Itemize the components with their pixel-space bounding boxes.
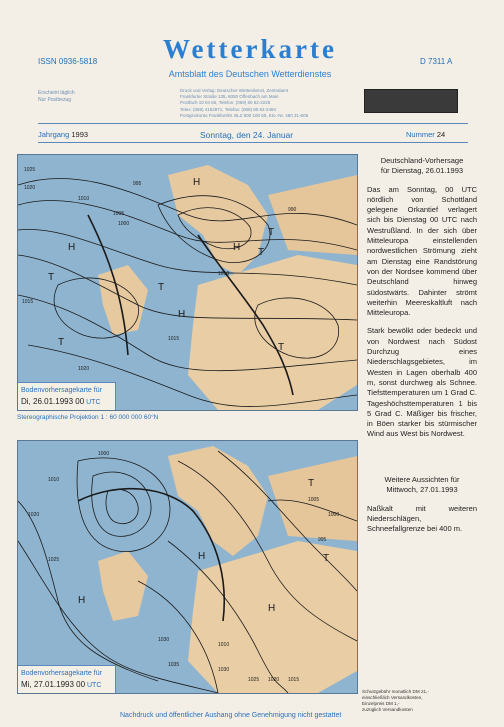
edition-code: D 7311 A: [420, 57, 453, 66]
isobar-label: 1000: [328, 512, 340, 518]
isobar-label: 1005: [308, 497, 320, 503]
isobar-label: 1010: [78, 196, 90, 202]
publisher-line: Telex: (069) 4152871, Telefax: (069) 80 62-2484: [180, 106, 276, 112]
isobar-label: 1000: [98, 451, 110, 457]
publisher-line: Druck und Verlag: Deutscher Wetterdienst, Zentralamt: [180, 88, 288, 93]
divider: [38, 142, 468, 143]
forecast-text: [367, 156, 477, 440]
nummer-label: Nummer: [406, 130, 435, 139]
page-title: Wetterkarte: [163, 34, 337, 64]
low-marker: T: [323, 553, 330, 564]
outlook-paragraph: Naßkalt mit weiteren Niederschlägen, Schneefallgrenze bei 400 m.: [367, 503, 477, 534]
low-marker: H: [233, 242, 241, 253]
isobar-label: 990: [288, 207, 297, 213]
low-marker: T: [58, 337, 65, 348]
legend-title: Bodenvorhersagekarte für: [21, 387, 102, 394]
legend-utc: UTC: [86, 399, 101, 406]
isobar-label: 995: [133, 181, 142, 187]
legend-date: Mi, 27.01.1993 00: [21, 680, 86, 689]
issn-number: ISSN 0936-5818: [38, 57, 98, 66]
isobar-label: 1000: [118, 221, 130, 227]
isobar-label: 1015: [22, 299, 34, 305]
issue-number: [406, 130, 445, 139]
high-marker: H: [68, 242, 76, 253]
isobar-label: 1010: [218, 271, 230, 277]
publisher-line: Postfach 10 04 65, Telefon: (069) 80 62-2225: [180, 100, 271, 106]
forecast-map-wednesday: [17, 440, 358, 694]
legend-title: Bodenvorhersagekarte für: [21, 670, 102, 677]
legend-date: Di, 26.01.1993 00: [21, 397, 85, 406]
map-legend: [18, 665, 116, 693]
high-marker: H: [198, 551, 206, 562]
land-scandinavia: [168, 446, 268, 556]
outlook-heading: Weitere Aussichten für: [384, 475, 460, 484]
legend-utc: UTC: [87, 682, 102, 689]
isobar-label: 1025: [24, 167, 36, 173]
forecast-heading: für Dienstag, 26.01.1993: [380, 166, 464, 176]
isobar-label: 1030: [158, 637, 170, 643]
forecast-paragraph: Stark bewölkt oder bedeckt und von Nordwest nach Südost Durchzug eines Niederschlagsgebietes, im Westen in Lagen oberhalb 400 m, sonst durchweg als Schnee. Tiefsttemperaturen um 1 Grad C. Tageshöchsttemperaturen 1 bis 5 Grad C. Mäßiger bis frischer, in Böen starker bis stürmischer Wind aus West bis Nordwest.: [367, 326, 477, 439]
isobar-label: 1005: [113, 211, 125, 217]
outlook-text: [367, 475, 477, 534]
copyright-footer: Nachdruck und öffentlicher Aushang ohne Genehmigung nicht gestattet: [120, 712, 342, 719]
low-marker: T: [158, 282, 165, 293]
high-marker: H: [78, 595, 86, 606]
land-europe: [188, 255, 357, 410]
forecast-heading: Deutschland-Vorhersage: [380, 156, 464, 165]
isobar-label: 1020: [28, 512, 40, 518]
publisher-line: Frankfurter Straße 135, 6050 Offenbach am Main: [180, 94, 279, 100]
isobar-label: 1025: [48, 557, 60, 563]
map-drawing: [18, 441, 357, 693]
low-marker: T: [268, 227, 275, 238]
address-stamp: [364, 89, 458, 113]
price-line: zuzüglich Versandkosten: [362, 707, 413, 712]
isobar-label: 995: [318, 537, 327, 543]
projection-note: Stereographische Projektion 1 : 60 000 000 60°N: [17, 414, 159, 421]
divider: [38, 123, 468, 124]
isobar-label: 1025: [248, 677, 260, 683]
isobar-label: 1010: [48, 477, 60, 483]
price-note: [362, 689, 429, 713]
jahrgang-label: Jahrgang: [38, 130, 70, 139]
isobar-label: 1020: [24, 185, 36, 191]
low-marker: T: [258, 247, 265, 258]
isobar-label: 1030: [218, 667, 230, 673]
publisher-line: Postgirokonto Frankfurt/M. BLZ 500 100 60, Kto.-Nr. 480 31-606: [180, 112, 309, 118]
isobar-label: 1035: [168, 662, 180, 668]
land-europe: [188, 541, 357, 693]
isobar-label: 1020: [268, 677, 280, 683]
isobar-label: 1020: [78, 366, 90, 372]
forecast-map-tuesday: [17, 154, 358, 411]
land-british-isles: [98, 551, 148, 621]
low-marker: T: [48, 272, 55, 283]
note-line: Nur Postbezug: [38, 97, 72, 103]
price-line: Einzelpreis DM 1,-: [362, 701, 400, 706]
high-marker: H: [178, 309, 186, 320]
volume-info: [38, 130, 88, 139]
nummer-value: 24: [436, 130, 446, 139]
isobar-label: 1015: [168, 336, 180, 342]
issue-date: Sonntag, den 24. Januar: [200, 130, 294, 140]
land-russia: [268, 175, 357, 255]
note-line: Erscheint täglich: [38, 90, 75, 96]
price-line: Schutzgebühr monatlich DM 21,-: [362, 689, 429, 694]
isobar-label: 1010: [218, 642, 230, 648]
high-marker: H: [268, 603, 276, 614]
map-drawing: [18, 155, 357, 410]
high-marker: T: [278, 342, 285, 353]
jahrgang-value: 1993: [71, 130, 89, 139]
forecast-paragraph: Das am Sonntag, 00 UTC nördlich von Schottland gelegene Orkantief verlagert sich bis Dienstag 00 UTC nach Westrußland. In der sich über Mitteleuropa einstellenden nordwestlichen Strömung zieht am Dienstag eine Randstörung von der Nordsee kommend über Deutschland hinweg südostwärts. Dahinter strömt weiterhin Meereskaltluft nach Mitteleuropa.: [367, 184, 477, 318]
high-marker: H: [193, 177, 201, 188]
isobar-label: 1015: [288, 677, 300, 683]
land-british-isles: [98, 265, 148, 335]
map-legend: [18, 382, 116, 410]
publication-note: [38, 90, 75, 104]
low-marker: T: [308, 478, 315, 489]
page-subtitle: Amtsblatt des Deutschen Wetterdienstes: [168, 69, 332, 79]
outlook-heading: Mittwoch, 27.01.1993: [386, 485, 458, 495]
publisher-info: [180, 88, 308, 119]
price-line: einschließlich Versandkosten,: [362, 695, 423, 700]
